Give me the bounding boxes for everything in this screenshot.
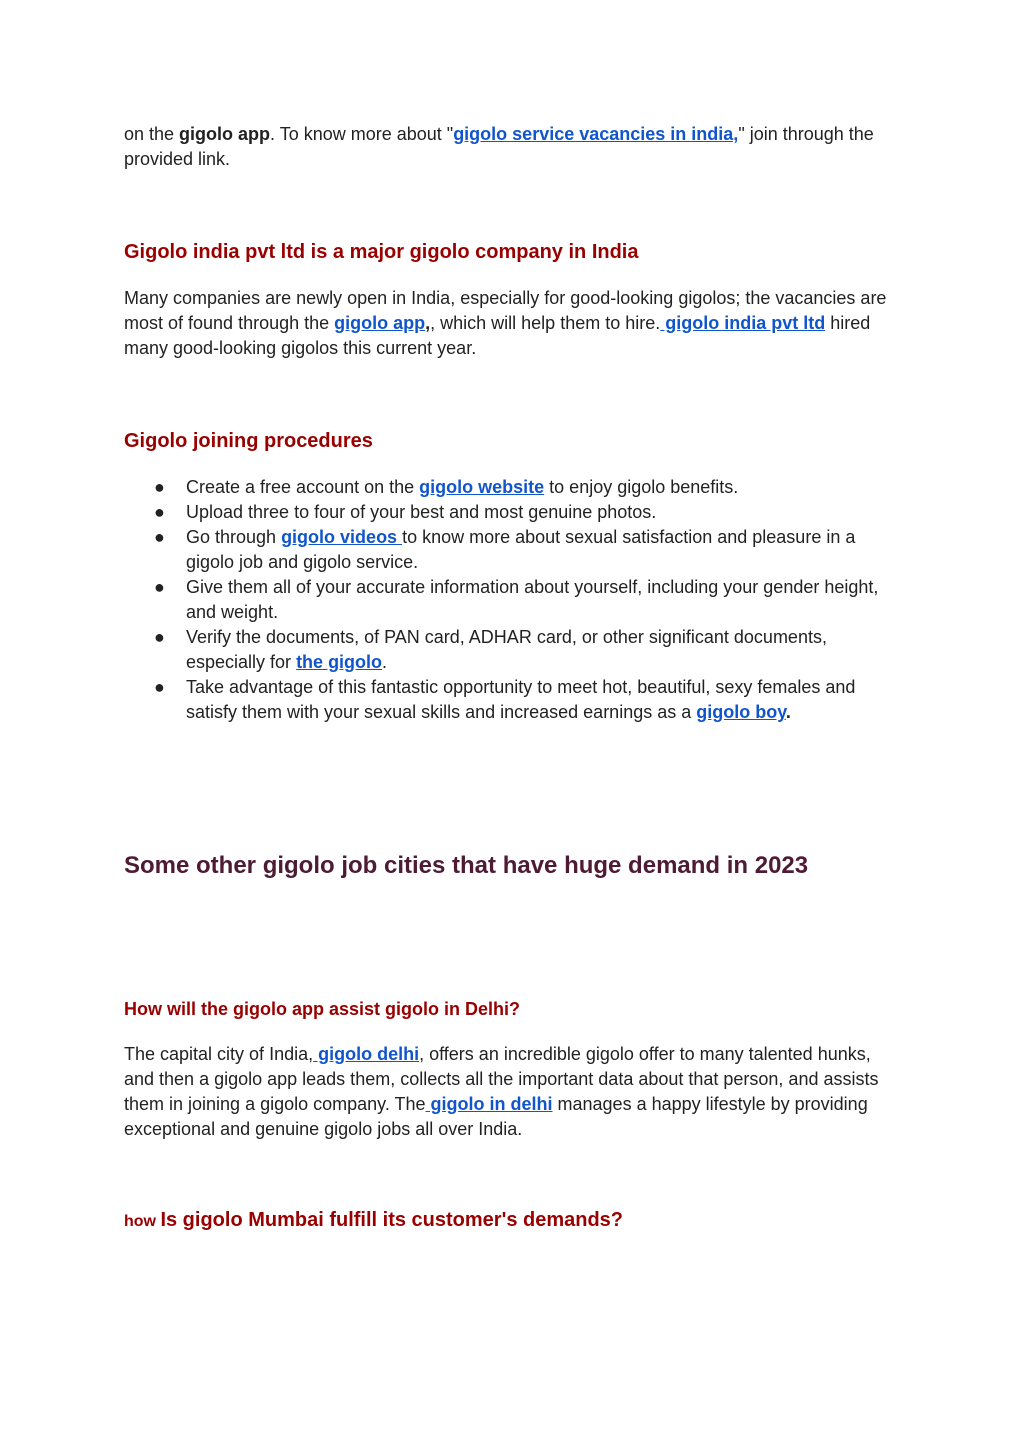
link-gigolo-website[interactable]: gigolo website [419, 477, 545, 497]
list-item-text: Upload three to four of your best and most genuine photos. [186, 502, 657, 522]
list-item [124, 475, 904, 500]
section4-text-2: , offers an incredible gigolo offer to many talented hunks, and then a gigolo app leads them, collects all the important data about that person, and assists them in joining a gigolo company. The [124, 1044, 879, 1114]
list-item-text: Take advantage of this fantastic opportunity to meet hot, beautiful, sexy females and satisfy them with your sexual skills and increased earnings as a [186, 677, 856, 722]
section1-text-1: Many companies are newly open in India, especially for good-looking gigolos; the vacancies are most of found through the [124, 288, 887, 333]
list-item [124, 500, 904, 525]
link-gigolo-app[interactable]: gigolo app [334, 313, 426, 333]
link-gigolo-videos[interactable]: gigolo videos [281, 527, 403, 547]
intro-paragraph [124, 122, 904, 172]
bullet-icon: ● [154, 627, 165, 647]
list-item-text: Give them all of your accurate information about yourself, including your gender height, and weight. [186, 577, 879, 622]
link-gigolo-delhi[interactable]: gigolo delhi [313, 1044, 420, 1064]
intro-text-1: on the [124, 124, 180, 144]
heading-other-gigolo-cities: Some other gigolo job cities that have huge demand in 2023 [124, 852, 809, 879]
link-gigolo-in-delhi[interactable]: gigolo in delhi [425, 1094, 553, 1114]
intro-text-3: " join through the provided link. [124, 124, 874, 169]
list-item-text: to know more about sexual satisfaction and pleasure in a gigolo job and gigolo service. [186, 527, 856, 572]
list-item-text: Go through [186, 527, 282, 547]
joining-steps-list [124, 475, 904, 725]
section1-comma: , [425, 313, 431, 333]
intro-bold-gigolo-app: gigolo app [179, 124, 271, 144]
intro-text-2: . To know more about " [270, 124, 454, 144]
list-item [124, 675, 904, 725]
heading-mumbai-prefix: how [124, 1213, 161, 1230]
heading-mumbai-main: Is gigolo Mumbai fulfill its customer's demands? [160, 1209, 624, 1231]
list-item [124, 575, 904, 625]
bullet-icon: ● [154, 577, 165, 597]
bullet-icon: ● [154, 527, 165, 547]
bullet-icon: ● [154, 677, 165, 697]
link-gigolo-india-pvt-ltd[interactable]: gigolo india pvt ltd [660, 313, 826, 333]
bullet-icon: ● [154, 477, 165, 497]
list-item [124, 625, 904, 675]
link-the-gigolo[interactable]: the gigolo [296, 652, 383, 672]
heading-gigolo-india-pvt-ltd: Gigolo india pvt ltd is a major gigolo company in India [124, 241, 639, 263]
link-gigolo-boy[interactable]: gigolo boy [696, 702, 786, 722]
section1-paragraph [124, 286, 904, 361]
section4-text-1: The capital city of India, [124, 1044, 314, 1064]
list-item [124, 525, 904, 575]
heading-gigolo-app-delhi: How will the gigolo app assist gigolo in Delhi? [124, 999, 521, 1019]
section4-text-3: manages a happy lifestyle by providing exceptional and genuine gigolo jobs all over India. [124, 1094, 868, 1139]
heading-gigolo-mumbai [124, 1208, 904, 1234]
section4-paragraph [124, 1042, 904, 1142]
section1-text-3: hired many good-looking gigolos this current year. [124, 313, 871, 358]
list-item-text: Create a free account on the [186, 477, 420, 497]
heading-joining-procedures: Gigolo joining procedures [124, 430, 373, 452]
list-item-text: to enjoy gigolo benefits. [544, 477, 739, 497]
section1-text-2: , which will help them to hire. [430, 313, 661, 333]
list-item-period: . [785, 702, 791, 722]
bullet-icon: ● [154, 502, 165, 522]
link-gigolo-service-vacancies[interactable]: gigolo service vacancies in india, [453, 124, 739, 144]
list-item-text: Verify the documents, of PAN card, ADHAR card, or other significant documents, especially for [186, 627, 827, 672]
list-item-text: . [382, 652, 388, 672]
